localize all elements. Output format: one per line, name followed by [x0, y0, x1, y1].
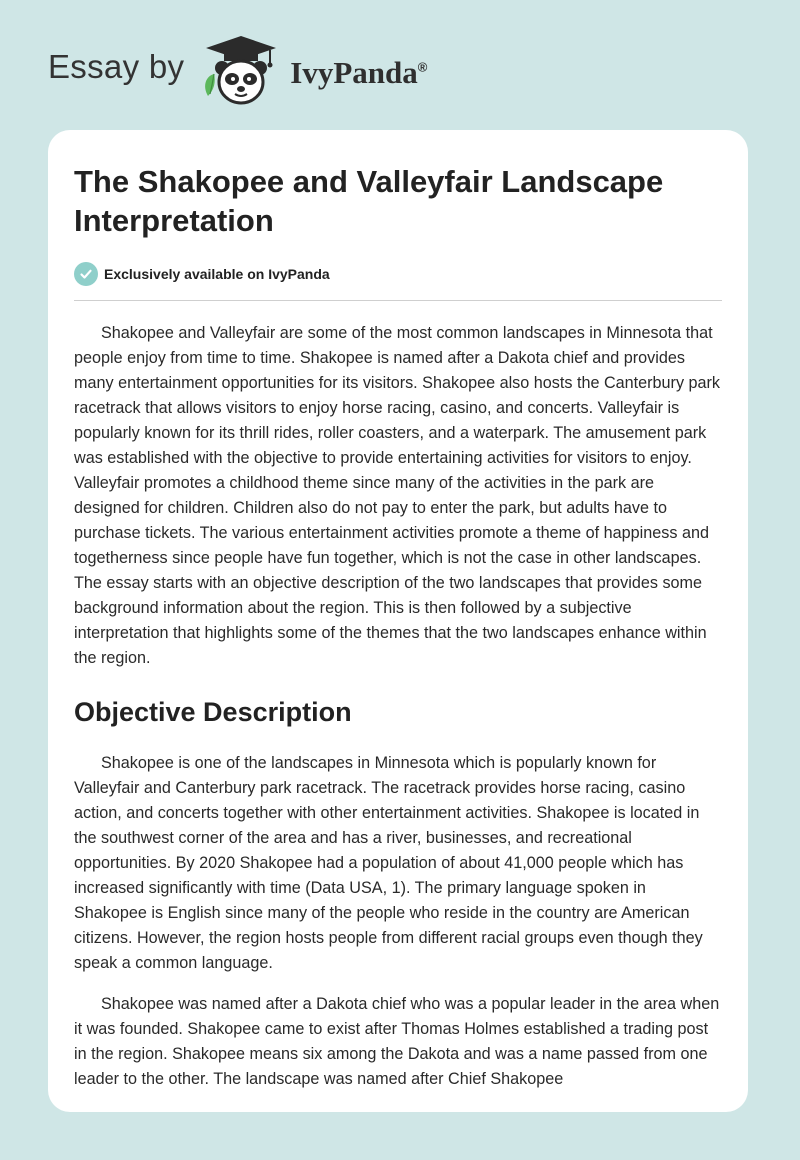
intro-paragraph: Shakopee and Valleyfair are some of the most common landscapes in Minnesota that people enjoy from time to time. Shakopee is named after a Dakota chief and provides many entertainment opportunities for its visitors. Shakopee also hosts the Canterbury park racetrack that allows visitors to enjoy horse racing, casino, and concerts. Valleyfair is popularly known for its thrill rides, roller coasters, and a waterpark. The amusement park was established with the objective to provide entertaining activities for visitors to enjoy. Valleyfair promotes a childhood theme since many of the activities in the park are designed for children. Children also do not pay to enter the park, but adults have to purchase tickets. The various entertainment activities promote a theme of happiness and togetherness since people have fun together, which is not the case in other landscapes. The essay starts with an objective description of the two landscapes that provides some background information about the region. This is then followed by a subjective interpretation that highlights some of the themes that the two landscapes enhance within the region.: [74, 324, 721, 667]
brand-registered-mark: ®: [417, 59, 428, 75]
section-paragraph: Shakopee is one of the landscapes in Minnesota which is popularly known for Valleyfair and Canterbury park racetrack. The racetrack provides horse racing, casino action, and concerts together with other entertainment activities. Shakopee is located in the southwest corner of the area and has a river, businesses, and recreational opportunities. By 2020 Shakopee had a population of about 41,000 people which has increased significantly with time (Data USA, 1). The primary language spoken in Shakopee is English since many of the people who reside in the country are American citizens. However, the region hosts people from different racial groups even though they speak a common language.: [74, 754, 703, 972]
brand-name-text: IvyPanda: [290, 55, 418, 90]
essay-card: [48, 130, 748, 1112]
brand-prefix: Essay by: [48, 48, 185, 85]
exclusive-label: Exclusively available on IvyPanda: [104, 266, 330, 282]
check-circle-icon: [74, 262, 98, 286]
brand-name: [290, 55, 427, 91]
section-heading: Objective Description: [74, 697, 352, 727]
exclusive-badge: [74, 262, 722, 301]
brand-header[interactable]: [48, 34, 427, 108]
essay-title: The Shakopee and Valleyfair Landscape Interpretation: [74, 164, 664, 238]
panda-graduate-icon: [198, 34, 284, 108]
section-paragraph: Shakopee was named after a Dakota chief who was a popular leader in the area when it was founded. Shakopee came to exist after Thomas Holmes established a trading post in the region. Shakopee means six among the Dakota and was a name passed from one leader to the other. The landscape was named after Chief Shakopee: [74, 995, 720, 1088]
